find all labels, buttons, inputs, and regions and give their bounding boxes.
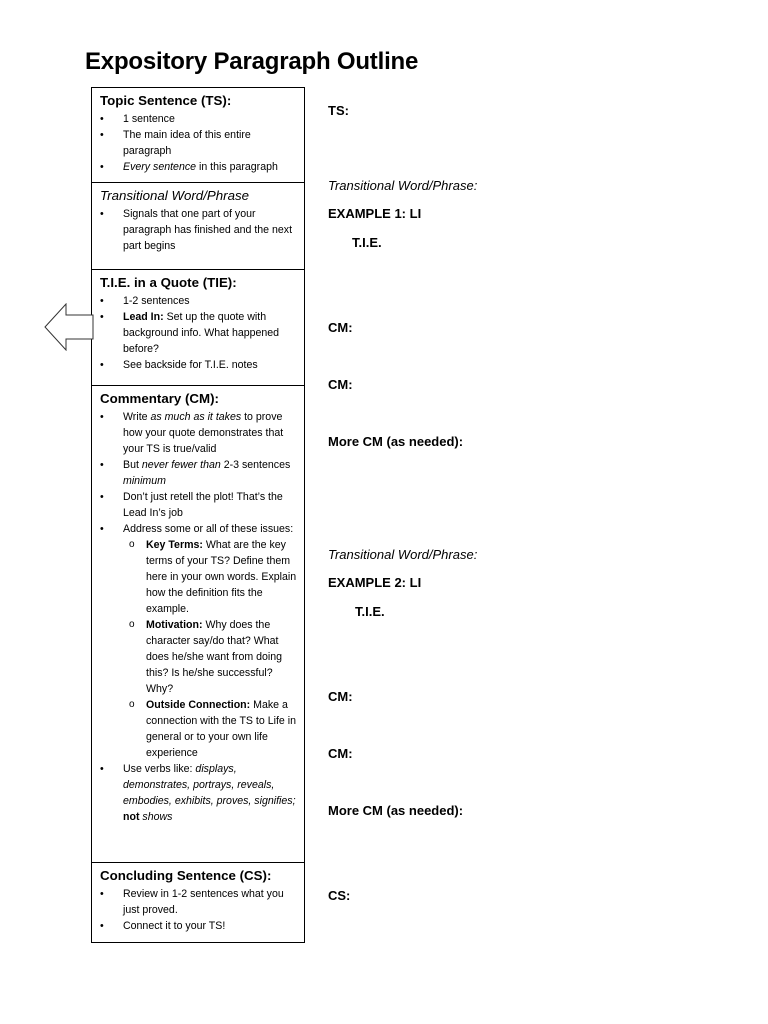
list-item: • Review in 1-2 sentences what you just proved.	[100, 886, 298, 918]
list-item: • Lead In: Set up the quote with background info. What happened before?	[100, 309, 298, 357]
example-2-label: EXAMPLE 2: LI	[328, 575, 422, 590]
cm-label-2a: CM:	[328, 689, 353, 704]
transitional-label-2: Transitional Word/Phrase:	[328, 547, 478, 562]
section-concluding	[92, 862, 304, 942]
section-heading: T.I.E. in a Quote (TIE):	[100, 275, 237, 290]
list-item: • Address some or all of these issues: o Key Terms: What are the key terms of your TS? Define them here in your own words. Explain how the definition fits the example. o Motivation: Why does the character say/do that? What does he/she want from doing this? Is he/she successful? Why? o Outside Connection: Make a connection with the TS to Life in general or to your own life experience	[100, 521, 298, 761]
section-heading: Transitional Word/Phrase	[100, 188, 250, 203]
list-item: • Signals that one part of your paragraph has finished and the next part begins	[100, 206, 298, 254]
transitional-label-1: Transitional Word/Phrase:	[328, 178, 478, 193]
tie-label-1: T.I.E.	[352, 235, 382, 250]
outline-box	[91, 87, 305, 943]
left-arrow-icon	[44, 303, 94, 351]
more-cm-label-2: More CM (as needed):	[328, 803, 464, 818]
list-item: • 1 sentence	[100, 111, 298, 127]
sub-list-item: o Key Terms: What are the key terms of your TS? Define them here in your own words. Explain how the definition fits the example.	[123, 537, 298, 617]
section-transitional	[92, 182, 304, 269]
list-item: • 1-2 sentences	[100, 293, 298, 309]
section-heading: Commentary (CM):	[100, 391, 219, 406]
example-1-label: EXAMPLE 1: LI	[328, 206, 422, 221]
sub-list-item: o Motivation: Why does the character say/do that? What does he/she want from doing this? Is he/she successful? Why?	[123, 617, 298, 697]
cm-label-1b: CM:	[328, 377, 353, 392]
cs-label: CS:	[328, 888, 351, 903]
sub-list-item: o Outside Connection: Make a connection with the TS to Life in general or to your own life experience	[123, 697, 298, 761]
list-item: • Write as much as it takes to prove how your quote demonstrates that your TS is true/valid	[100, 409, 298, 457]
list-item: • See backside for T.I.E. notes	[100, 357, 298, 373]
list-item: • Use verbs like: displays, demonstrates, portrays, reveals, embodies, exhibits, proves, signifies; not shows	[100, 761, 298, 825]
section-topic-sentence	[92, 88, 304, 182]
ts-label: TS:	[328, 103, 349, 118]
section-heading: Topic Sentence (TS):	[100, 93, 232, 108]
cm-label-1a: CM:	[328, 320, 353, 335]
section-commentary	[92, 385, 304, 862]
tie-label-2: T.I.E.	[355, 604, 385, 619]
list-item: • Every sentence in this paragraph	[100, 159, 298, 175]
more-cm-label-1: More CM (as needed):	[328, 434, 464, 449]
page-title: Expository Paragraph Outline	[85, 48, 419, 75]
list-item: • But never fewer than 2-3 sentences minimum	[100, 457, 298, 489]
cm-label-2b: CM:	[328, 746, 353, 761]
section-tie	[92, 269, 304, 385]
list-item: • Don’t just retell the plot! That’s the Lead In’s job	[100, 489, 298, 521]
list-item: • Connect it to your TS!	[100, 918, 298, 934]
list-item: • The main idea of this entire paragraph	[100, 127, 298, 159]
section-heading: Concluding Sentence (CS):	[100, 868, 272, 883]
